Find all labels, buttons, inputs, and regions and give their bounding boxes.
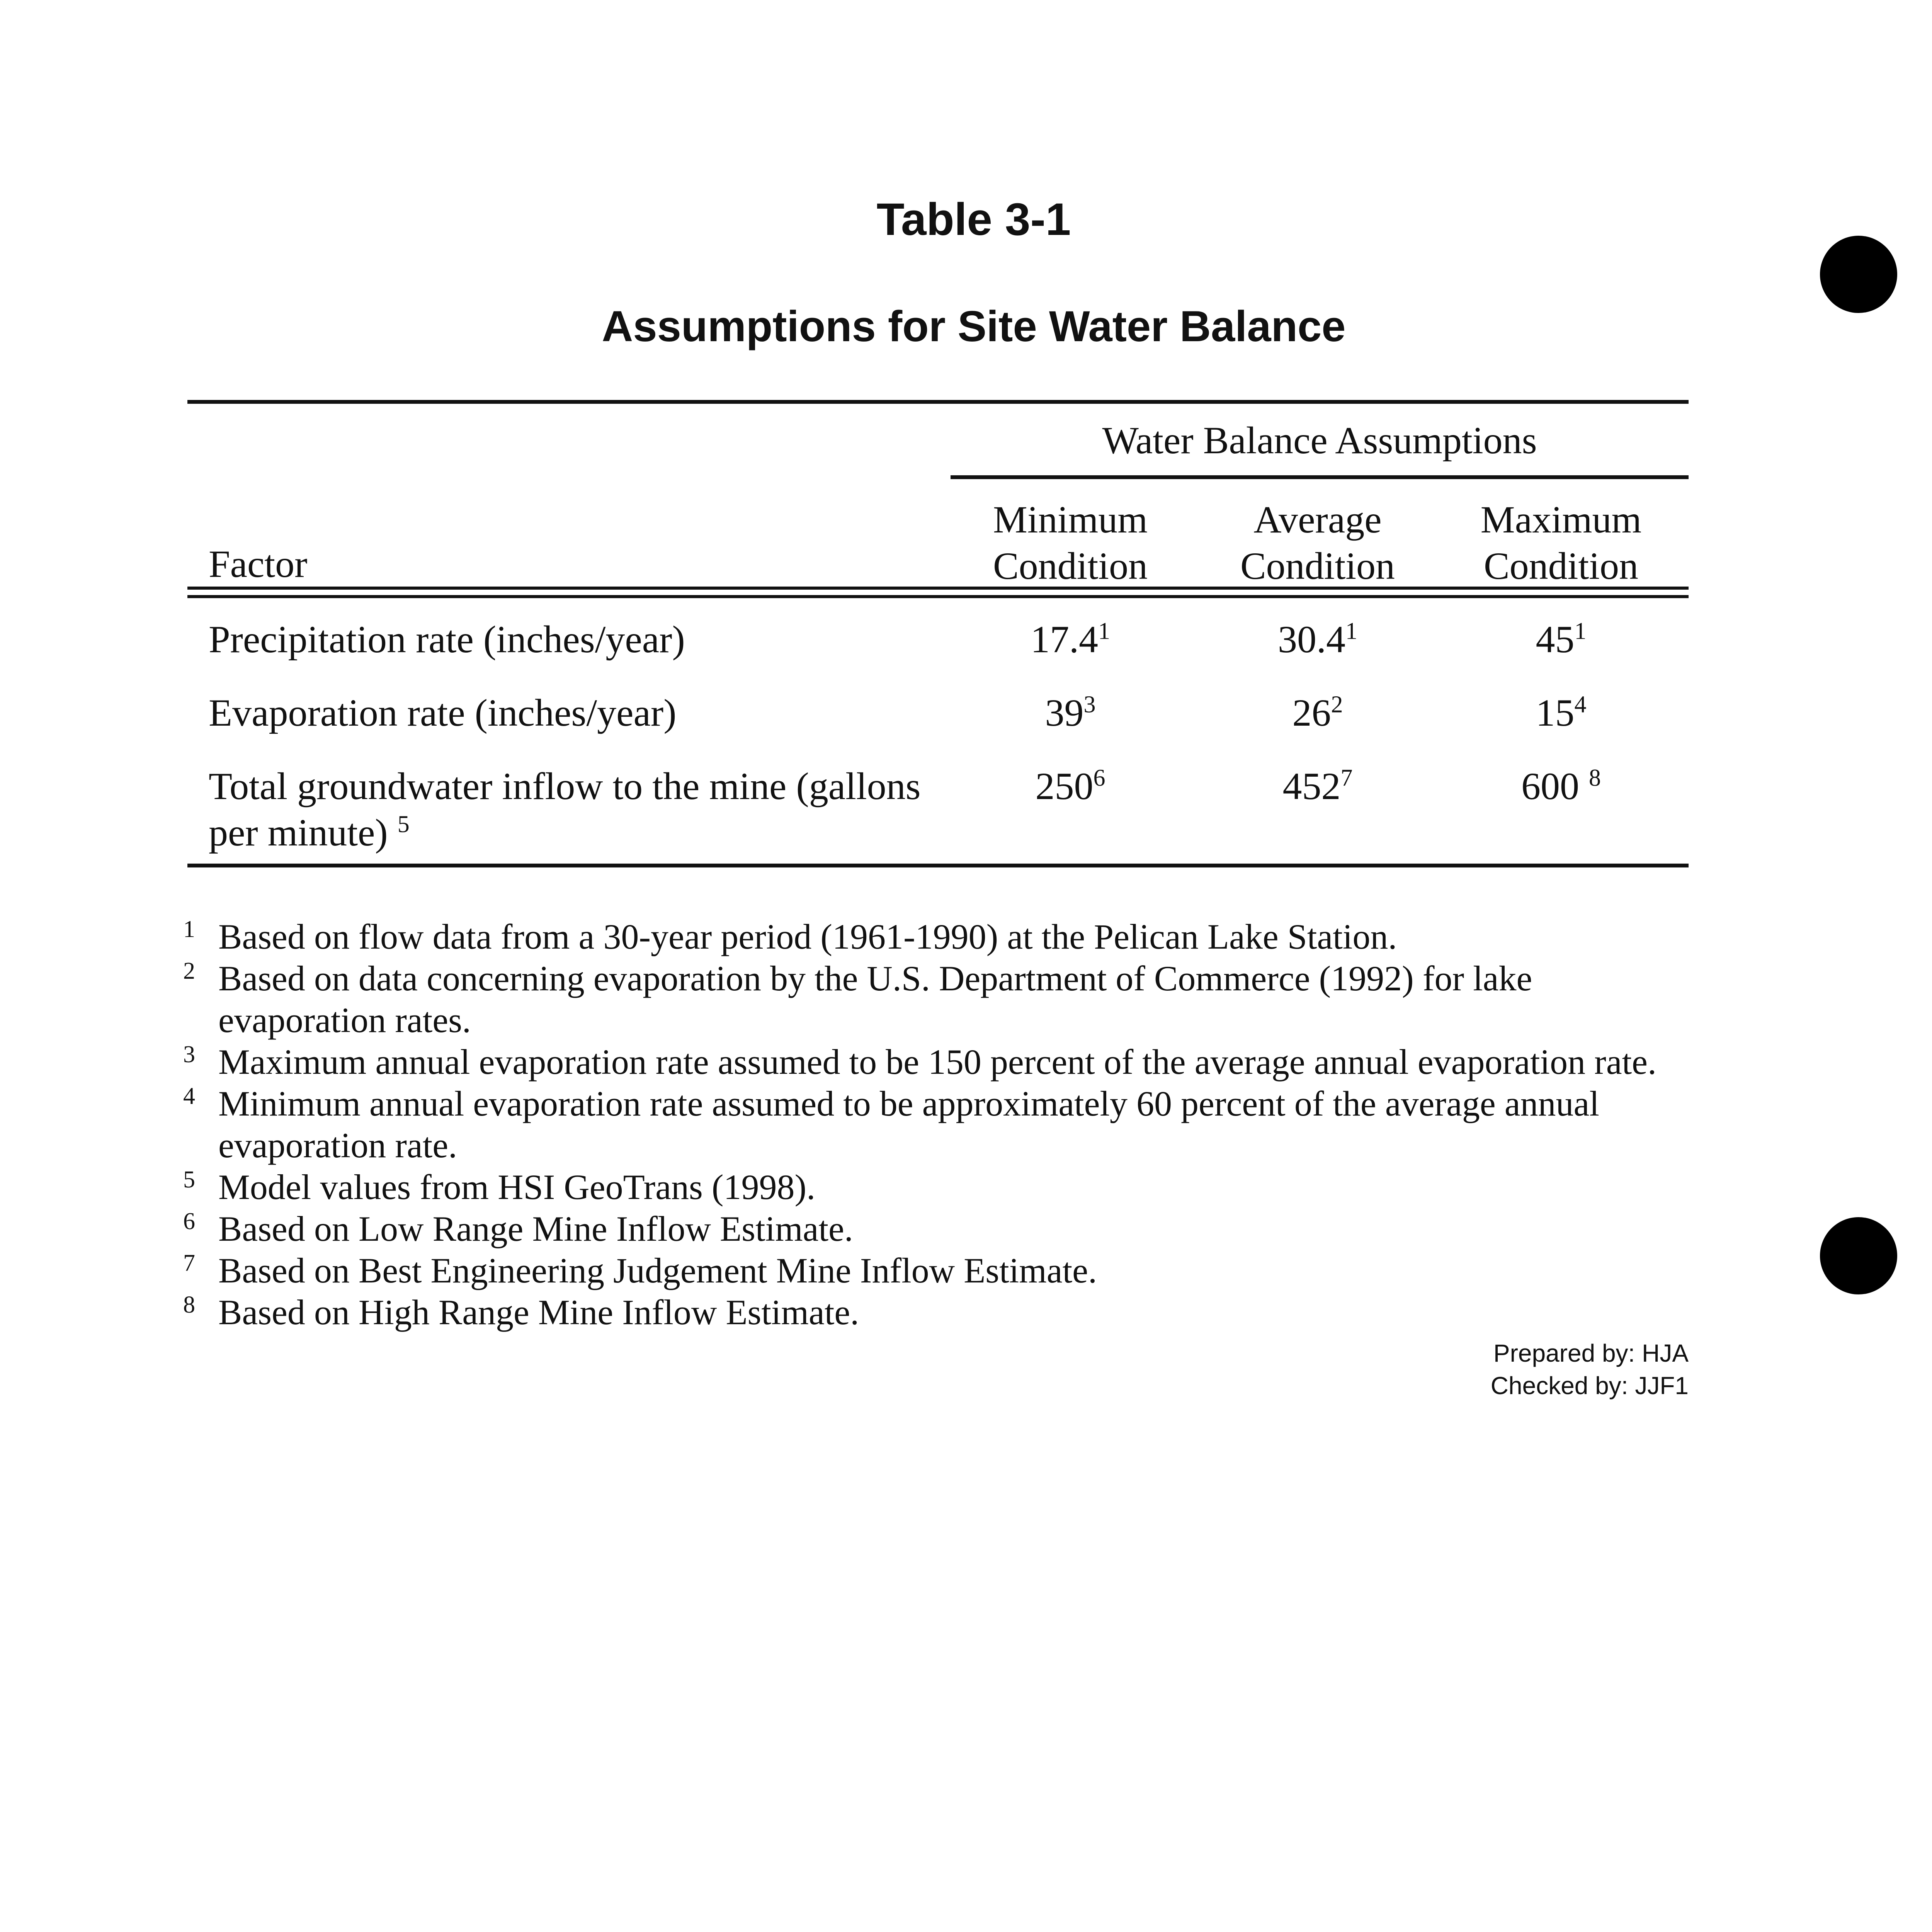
table-top-rule: [187, 400, 1689, 404]
footnote-mark: 8: [183, 1292, 195, 1318]
evaporation-average: $26^2$: [1292, 691, 1343, 734]
precipitation-minimum: 17.4$^1$: [1031, 618, 1110, 661]
table-bottom-rule: [187, 864, 1689, 867]
groundwater-minimum: $250^6$: [1035, 765, 1105, 808]
footnote-text: Based on Low Range Mine Inflow Estimate.: [218, 1209, 853, 1248]
group-header: Water Balance Assumptions: [1102, 419, 1537, 462]
evaporation-minimum: $39^3$: [1045, 691, 1096, 734]
precipitation-average: 30.4$^1$: [1278, 618, 1357, 661]
checked-by: Checked by: JJF1: [1490, 1372, 1689, 1400]
footnote-mark: 3: [183, 1041, 195, 1068]
evaporation-maximum: $15^4$: [1536, 691, 1587, 734]
table-row-evaporation-factor: Evaporation rate (inches/year): [209, 691, 677, 734]
groundwater-maximum: 600 $^8$: [1521, 765, 1601, 808]
group-header-rule: [951, 475, 1689, 479]
table-subtitle: Assumptions for Site Water Balance: [602, 302, 1346, 350]
footnote-text: Based on flow data from a 30-year period (1961-1990) at the Pelican Lake Station.: [218, 917, 1397, 956]
footnote-mark: 4: [183, 1083, 195, 1109]
precipitation-maximum: $45^1$: [1536, 618, 1587, 661]
column-header-average: Average Condition: [1240, 498, 1395, 587]
factor-header: Factor: [209, 543, 308, 585]
footnote-text: Model values from HSI GeoTrans (1998).: [218, 1167, 816, 1207]
footnote-mark: 7: [183, 1250, 195, 1276]
table-row-groundwater-factor: Total groundwater inflow to the mine (gallons per minute) $^5$: [209, 765, 921, 854]
header-double-rule-bottom: [187, 595, 1689, 598]
column-header-maximum: Maximum Condition: [1480, 498, 1642, 587]
table-row-precipitation-factor: Precipitation rate (inches/year): [209, 618, 685, 661]
groundwater-average: $452^7$: [1282, 765, 1353, 808]
footnote-text: Based on High Range Mine Inflow Estimate.: [218, 1293, 859, 1332]
table-title: Table 3-1: [876, 194, 1071, 245]
prepared-by: Prepared by: HJA: [1493, 1339, 1689, 1367]
footnote-mark: 1: [183, 916, 195, 942]
footnote-mark: 6: [183, 1208, 195, 1235]
footnote-text: Based on data concerning evaporation by the U.S. Department of Commerce (1992) for lake evaporation rates.: [218, 959, 1532, 1040]
footnote-text: Based on Best Engineering Judgement Mine Inflow Estimate.: [218, 1251, 1097, 1290]
footnote-mark: 5: [183, 1167, 195, 1193]
footnote-text: Minimum annual evaporation rate assumed to be approximately 60 percent of the average annual evaporation rate.: [218, 1084, 1599, 1165]
punch-hole-middle: [1820, 1217, 1897, 1294]
footnote-text: Maximum annual evaporation rate assumed to be 150 percent of the average annual evaporation rate.: [218, 1042, 1656, 1082]
footnote-mark: 2: [183, 958, 195, 984]
column-header-minimum: Minimum Condition: [993, 498, 1148, 587]
